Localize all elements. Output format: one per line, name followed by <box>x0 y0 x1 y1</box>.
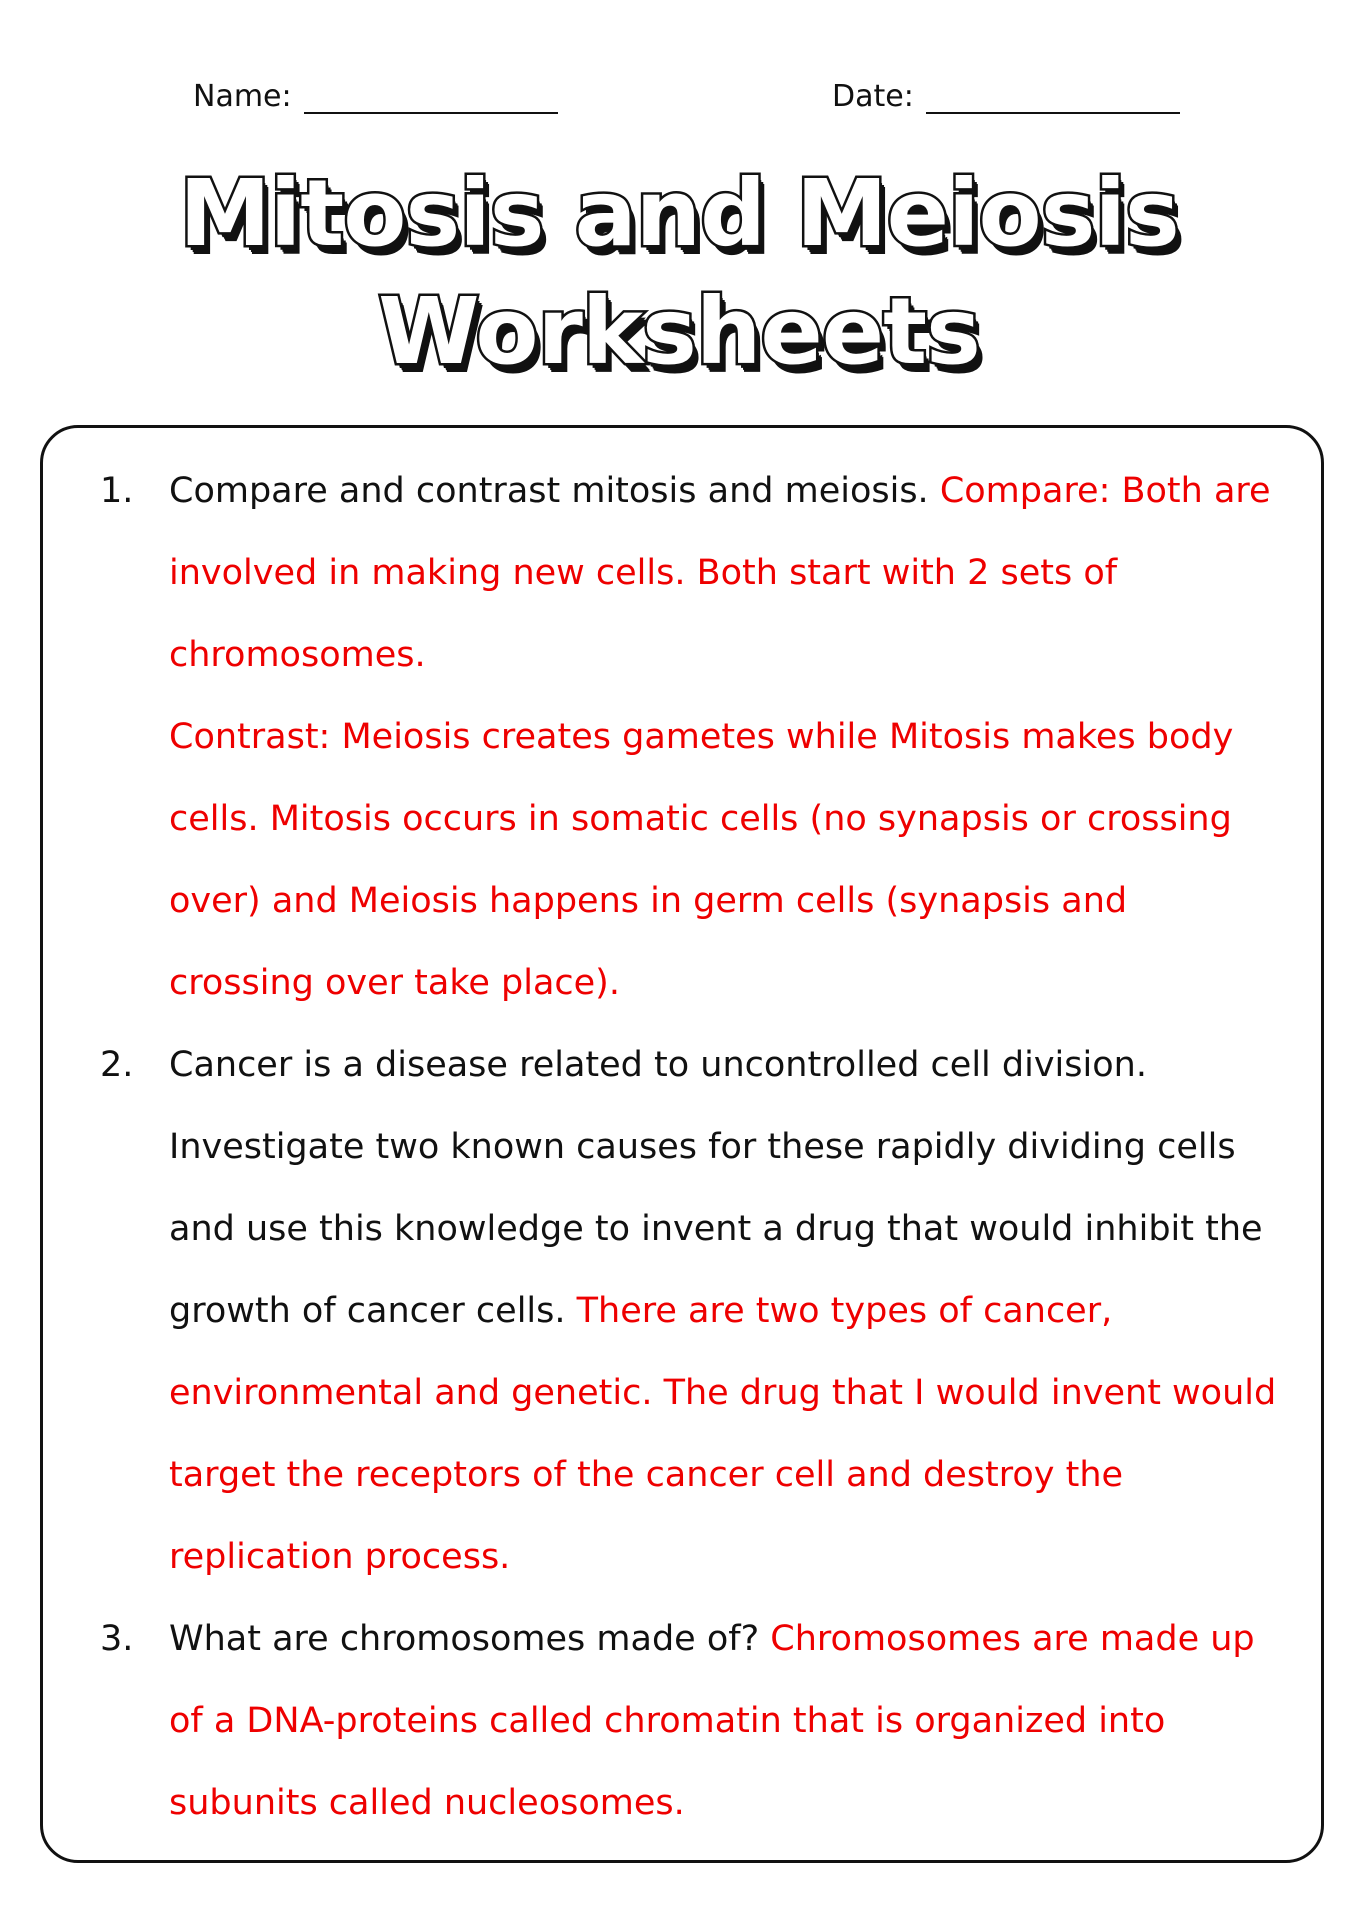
name-blank-line[interactable] <box>304 76 558 114</box>
page-title-line-2: Worksheets <box>378 278 980 385</box>
question-text: Cancer is a disease related to uncontrolled cell division. Investigate two known causes for these rapidly dividing cells and use this knowledge to invent a drug that would inhibit the growth of cancer cells. <box>169 1045 1263 1331</box>
answer-text: Contrast: Meiosis creates gametes while Mitosis makes body cells. Mitosis occurs in somatic cells (no synapsis or crossing over) and Meiosis happens in germ cells (synapsis and crossing over take place). <box>169 717 1234 1003</box>
question-text: Compare and contrast mitosis and meiosis. <box>169 471 929 511</box>
question-item-2 <box>100 1024 1280 1598</box>
answer-text: Chromosomes are made up of a DNA-proteins called chromatin that is organized into subunits called nucleosomes. <box>169 1619 1255 1823</box>
question-list <box>100 450 1280 1844</box>
question-item-3 <box>100 1598 1280 1844</box>
question-number: 3. <box>100 1619 134 1659</box>
date-label: Date: <box>832 79 914 114</box>
answer-text: There are two types of cancer, environmental and genetic. The drug that I would invent would target the receptors of the cancer cell and destroy the replication process. <box>169 1291 1277 1577</box>
date-field[interactable] <box>832 76 1180 114</box>
question-item-1 <box>100 450 1280 1024</box>
question-text: What are chromosomes made of? <box>169 1619 760 1659</box>
answer-text: Compare: Both are involved in making new cells. Both start with 2 sets of chromosomes. <box>169 471 1271 675</box>
date-blank-line[interactable] <box>926 76 1180 114</box>
page-title-line-1: Mitosis and Meiosis <box>179 160 1179 267</box>
name-label: Name: <box>193 79 292 114</box>
question-number: 1. <box>100 471 134 511</box>
question-number: 2. <box>100 1045 134 1085</box>
name-field[interactable] <box>193 76 558 114</box>
